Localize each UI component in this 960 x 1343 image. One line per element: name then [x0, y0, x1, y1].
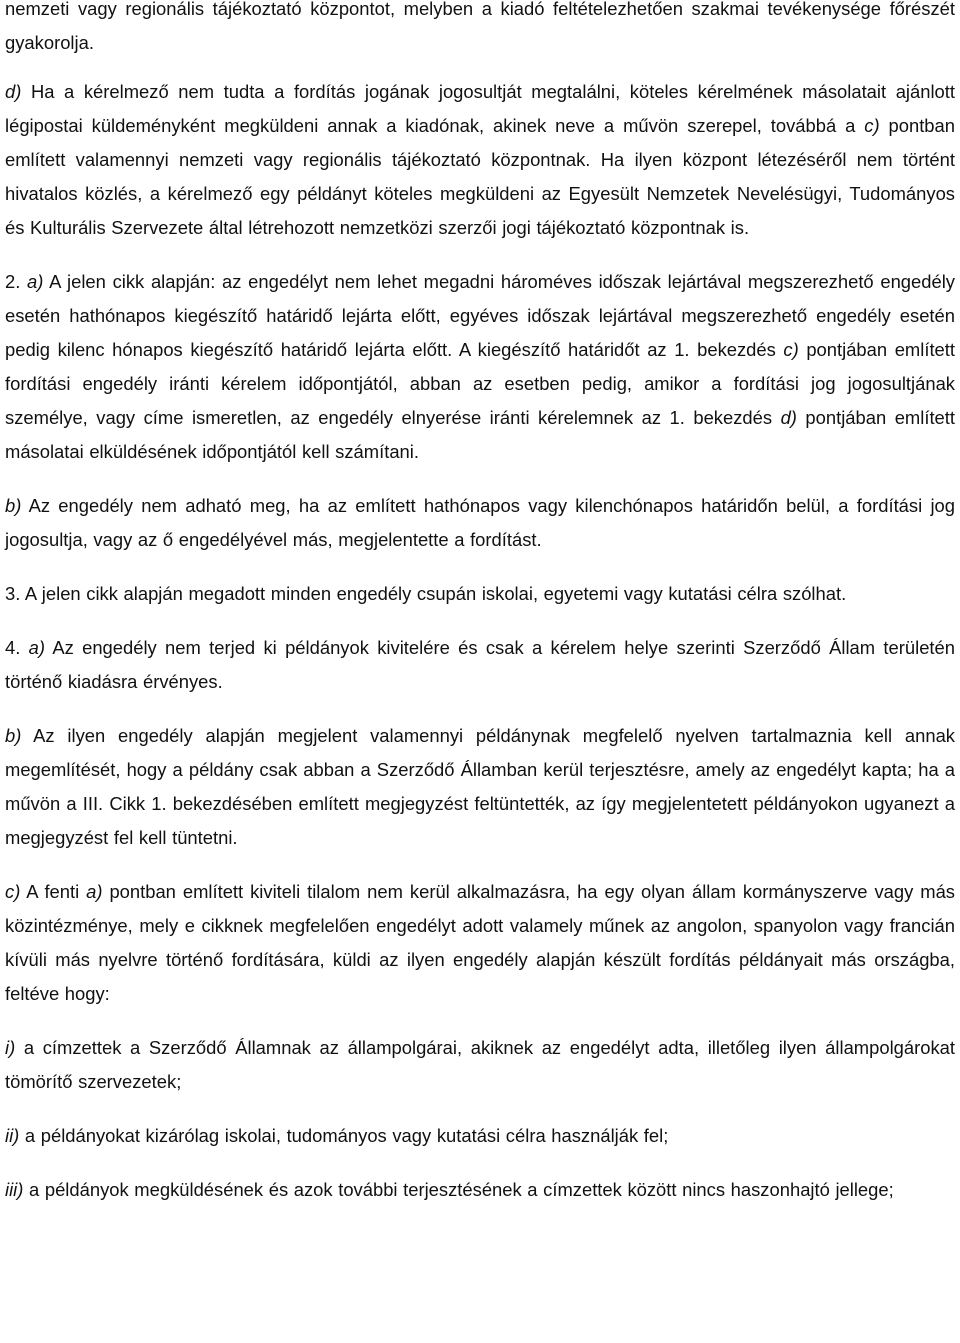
- paragraph-2b: [5, 489, 955, 557]
- paragraph-4c: [5, 875, 955, 1011]
- item-marker: d): [780, 407, 797, 428]
- paragraph-text: Ha a kérelmező nem tudta a fordítás jogának jogosultját megtalálni, köteles kérelmének másolatait ajánlott légipostai küldeményként megküldeni annak a kiadónak, akinek neve a művön szerepel, továbbá a: [5, 81, 955, 136]
- paragraph-text: pontjában említett fordítási engedély iránti kérelem időpontjától, abban az esetben pedig, amikor a fordítási jog jogosultjának személye, vagy címe ismeretlen, az engedély elnyerése iránti kérelemnek az 1. bekezdés: [5, 339, 955, 428]
- paragraph-text: A jelen cikk alapján: az engedélyt nem lehet megadni hároméves időszak lejártával megszerezhető engedély esetén hathónapos kiegészítő határidő lejárta előtt, egyéves időszak lejártával megszerezhető engedély esetén pedig kilenc hónapos kiegészítő határidő lejárta előtt. A kiegészítő határidőt az 1. bekezdés: [5, 271, 956, 360]
- paragraph-text: 2.: [5, 271, 28, 292]
- item-marker: ii): [5, 1125, 20, 1146]
- item-marker: a): [28, 637, 46, 658]
- paragraph-text: a példányok megküldésének és azok további terjesztésének a címzettek között nincs haszonhajtó jellege;: [23, 1179, 894, 1200]
- item-marker: i): [5, 1037, 16, 1058]
- paragraph-4c-i: [5, 1031, 955, 1099]
- item-marker: c): [5, 881, 21, 902]
- paragraph-4b: [5, 719, 955, 855]
- paragraph-text: A fenti: [20, 881, 87, 902]
- paragraph-text: pontban említett kiviteli tilalom nem kerül alkalmazásra, ha egy olyan állam kormányszerve vagy más közintézménye, mely e cikknek megfelelően engedélyt adott valamely műnek az angolon, spanyolon vagy francián kívüli más nyelvre történő fordítására, küldi az ilyen engedély alapján készült fordítás példányait más országba, feltéve hogy:: [5, 881, 955, 1004]
- item-marker: b): [5, 495, 22, 516]
- item-marker: iii): [5, 1179, 24, 1200]
- paragraph-text: pontjában említett másolatai elküldésének időpontjától kell számítani.: [5, 407, 955, 462]
- paragraph-text: nemzeti vagy regionális tájékoztató központot, melyben a kiadó feltételezhetően szakmai tevékenysége főrészét gyakorolja.: [5, 0, 955, 53]
- paragraph-2a: [5, 265, 955, 469]
- paragraph-4c-iii: [5, 1173, 955, 1207]
- item-marker: b): [5, 725, 22, 746]
- paragraph-text: Az ilyen engedély alapján megjelent valamennyi példánynak megfelelő nyelven tartalmaznia kell annak megemlítését, hogy a példány csak abban a Szerződő Államban kerül terjesztésre, amely az engedélyt kapta; ha a művön a III. Cikk 1. bekezdésében említett megjegyzést feltüntették, az így megjelentetett példányokon ugyanezt a megjegyzést fel kell tüntetni.: [5, 725, 955, 848]
- item-marker: c): [783, 339, 799, 360]
- paragraph-text: Az engedély nem adható meg, ha az említett hathónapos vagy kilenchónapos határidőn belül, a fordítási jog jogosultja, vagy az ő engedélyével más, megjelentette a fordítást.: [5, 495, 955, 550]
- paragraph-1d: [5, 75, 955, 245]
- paragraph-4a: [5, 631, 955, 699]
- paragraph-text: a címzettek a Szerződő Államnak az állampolgárai, akiknek az engedélyt adta, illetőleg ilyen állampolgárokat tömörítő szervezetek;: [5, 1037, 955, 1092]
- paragraph-text: 4.: [5, 637, 29, 658]
- paragraph-text: 3. A jelen cikk alapján megadott minden engedély csupán iskolai, egyetemi vagy kutatási célra szólhat.: [5, 583, 847, 604]
- paragraph-4c-ii: [5, 1119, 955, 1153]
- paragraph-text: pontban említett valamennyi nemzeti vagy regionális tájékoztató központnak. Ha ilyen központ létezéséről nem történt hivatalos közlés, a kérelmező egy példányt köteles megküldeni az Egyesült Nemzetek Nevelésügyi, Tudományos és Kulturális Szervezete által létrehozott nemzetközi szerzői jogi tájékoztató központnak is.: [5, 115, 955, 238]
- item-marker: d): [5, 81, 22, 102]
- item-marker: a): [86, 881, 103, 902]
- paragraph-text: a példányokat kizárólag iskolai, tudományos vagy kutatási célra használják fel;: [19, 1125, 669, 1146]
- paragraph-3: [5, 577, 955, 611]
- paragraph-continuation: [5, 0, 955, 60]
- item-marker: a): [27, 271, 44, 292]
- item-marker: c): [864, 115, 880, 136]
- document-page: [5, 0, 955, 1207]
- paragraph-text: Az engedély nem terjed ki példányok kivitelére és csak a kérelem helye szerinti Szerződő Állam területén történő kiadásra érvényes.: [5, 637, 955, 692]
